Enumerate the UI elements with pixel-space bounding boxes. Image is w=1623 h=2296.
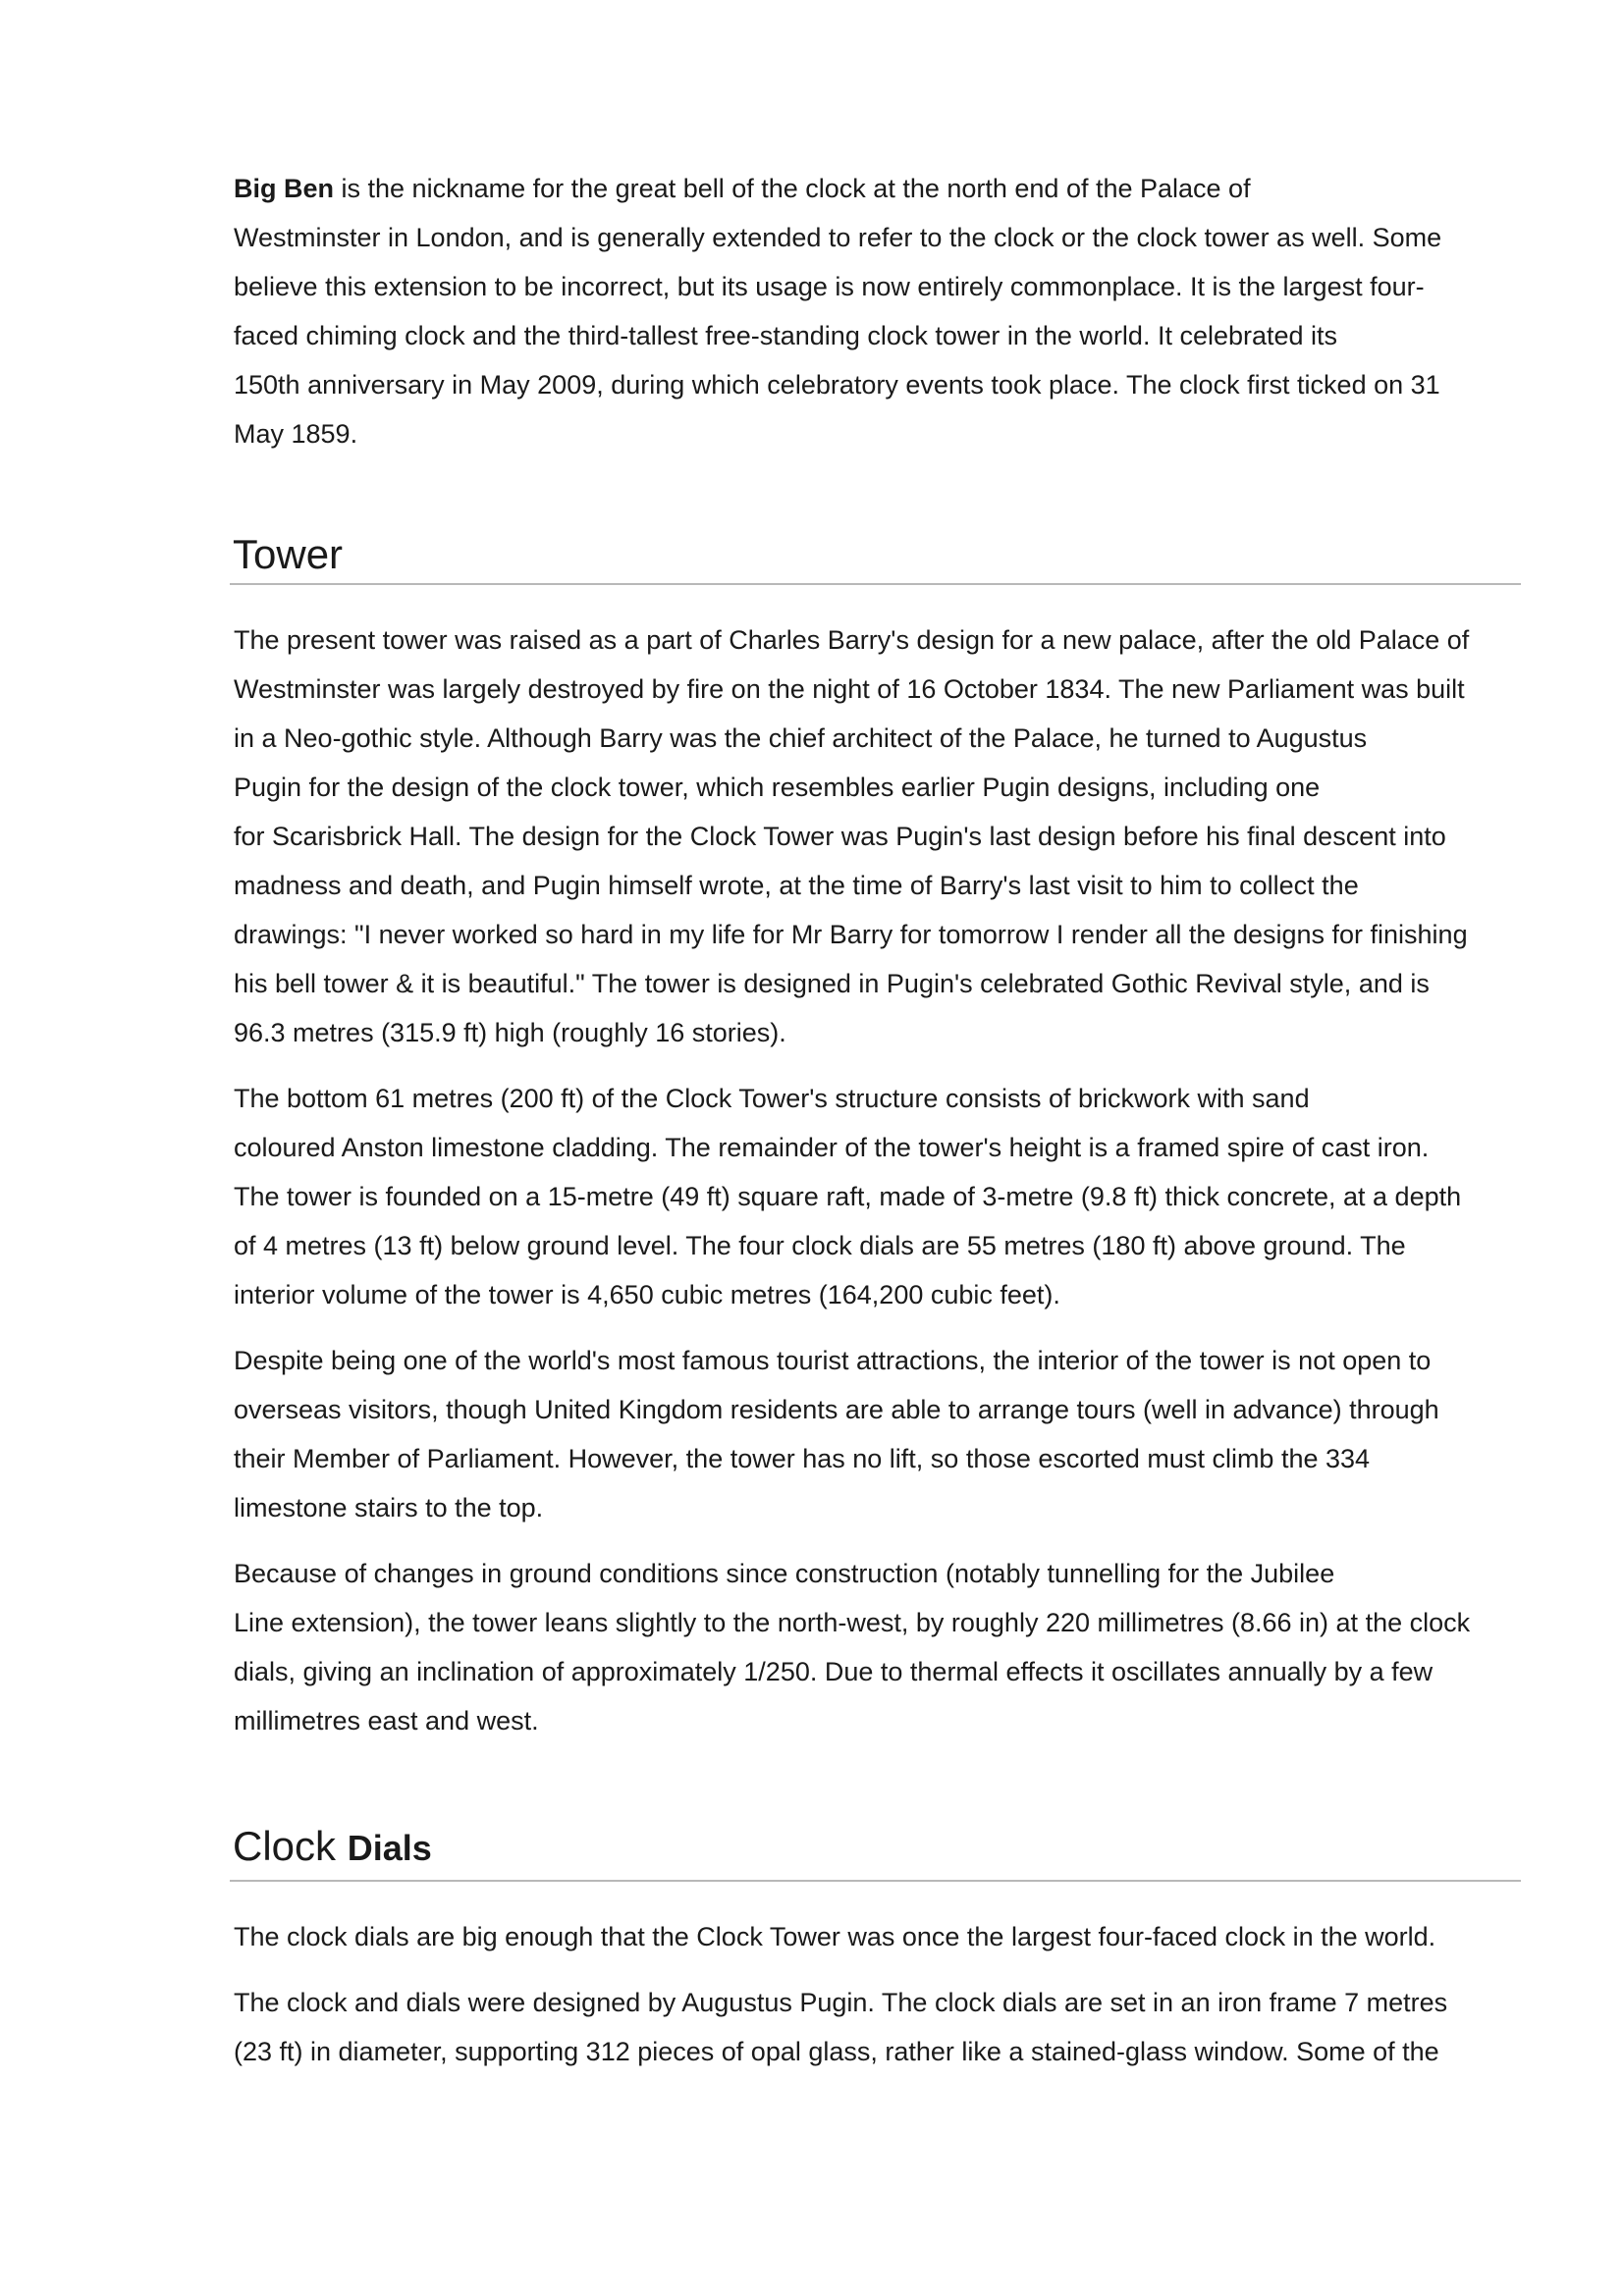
- dials-p2-line: (23 ft) in diameter, supporting 312 pieces of opal glass, rather like a stained-glass window. Some of the: [234, 2037, 1439, 2066]
- heading-bold-part: Dials: [347, 1828, 432, 1868]
- tower-p2-line: of 4 metres (13 ft) below ground level. The four clock dials are 55 metres (180 ft) above ground. The: [234, 1231, 1406, 1260]
- tower-p3-line: limestone stairs to the top.: [234, 1493, 544, 1522]
- tower-p1-line: in a Neo-gothic style. Although Barry was the chief architect of the Palace, he turned to Augustus: [234, 723, 1368, 753]
- tower-p2-line: The tower is founded on a 15-metre (49 ft) square raft, made of 3-metre (9.8 ft) thick concrete, at a depth: [234, 1182, 1462, 1211]
- dials-p2-line: The clock and dials were designed by Augustus Pugin. The clock dials are set in an iron frame 7 metres: [234, 1988, 1448, 2017]
- tower-p1-line: Pugin for the design of the clock tower, which resembles earlier Pugin designs, including one: [234, 773, 1321, 802]
- tower-p1-line: The present tower was raised as a part of Charles Barry's design for a new palace, after the old Palace of: [234, 625, 1470, 655]
- tower-p1-line: drawings: "I never worked so hard in my life for Mr Barry for tomorrow I render all the designs for finishing: [234, 920, 1468, 949]
- intro-line: believe this extension to be incorrect, but its usage is now entirely commonplace. It is the largest four-: [234, 272, 1425, 301]
- section-heading-tower: Tower: [233, 531, 344, 577]
- intro-line: [234, 171, 1251, 206]
- tower-p1-line: his bell tower & it is beautiful." The tower is designed in Pugin's celebrated Gothic Revival style, and is: [234, 969, 1430, 998]
- tower-p4-line: millimetres east and west.: [234, 1706, 539, 1735]
- tower-p4-line: Line extension), the tower leans slightly to the north-west, by roughly 220 millimetres (8.66 in) at the clock: [234, 1608, 1471, 1637]
- heading-divider: [230, 1880, 1521, 1882]
- tower-p1-line: 96.3 metres (315.9 ft) high (roughly 16 stories).: [234, 1018, 786, 1047]
- tower-p1-line: for Scarisbrick Hall. The design for the Clock Tower was Pugin's last design before his final descent into: [234, 822, 1446, 851]
- intro-term: Big Ben: [234, 174, 335, 203]
- intro-line: 150th anniversary in May 2009, during which celebratory events took place. The clock first ticked on 31: [234, 370, 1440, 400]
- tower-p3-line: their Member of Parliament. However, the tower has no lift, so those escorted must climb the 334: [234, 1444, 1371, 1473]
- tower-p2-line: The bottom 61 metres (200 ft) of the Clock Tower's structure consists of brickwork with sand: [234, 1084, 1310, 1113]
- section-heading-clock-dials: [233, 1822, 432, 1873]
- tower-p2-line: interior volume of the tower is 4,650 cubic metres (164,200 cubic feet).: [234, 1280, 1060, 1309]
- tower-p4-line: Because of changes in ground conditions since construction (notably tunnelling for the Jubilee: [234, 1559, 1335, 1588]
- intro-line: Westminster in London, and is generally extended to refer to the clock or the clock tower as well. Some: [234, 223, 1442, 252]
- tower-p2-line: coloured Anston limestone cladding. The remainder of the tower's height is a framed spire of cast iron.: [234, 1133, 1430, 1162]
- tower-p1-line: Westminster was largely destroyed by fire on the night of 16 October 1834. The new Parliament was built: [234, 674, 1465, 704]
- dials-p1-line: The clock dials are big enough that the Clock Tower was once the largest four-faced clock in the world.: [234, 1922, 1436, 1951]
- intro-line: faced chiming clock and the third-tallest free-standing clock tower in the world. It celebrated its: [234, 321, 1338, 350]
- heading-plain-part: Clock: [233, 1823, 348, 1869]
- tower-p3-line: overseas visitors, though United Kingdom residents are able to arrange tours (well in advance) through: [234, 1395, 1439, 1424]
- intro-line: May 1859.: [234, 419, 358, 449]
- tower-p3-line: Despite being one of the world's most famous tourist attractions, the interior of the tower is not open to: [234, 1346, 1432, 1375]
- intro-line-text: is the nickname for the great bell of the clock at the north end of the Palace of: [334, 174, 1251, 203]
- tower-p1-line: madness and death, and Pugin himself wrote, at the time of Barry's last visit to him to collect the: [234, 871, 1359, 900]
- tower-p4-line: dials, giving an inclination of approximately 1/250. Due to thermal effects it oscillates annually by a few: [234, 1657, 1434, 1686]
- heading-divider: [230, 583, 1521, 585]
